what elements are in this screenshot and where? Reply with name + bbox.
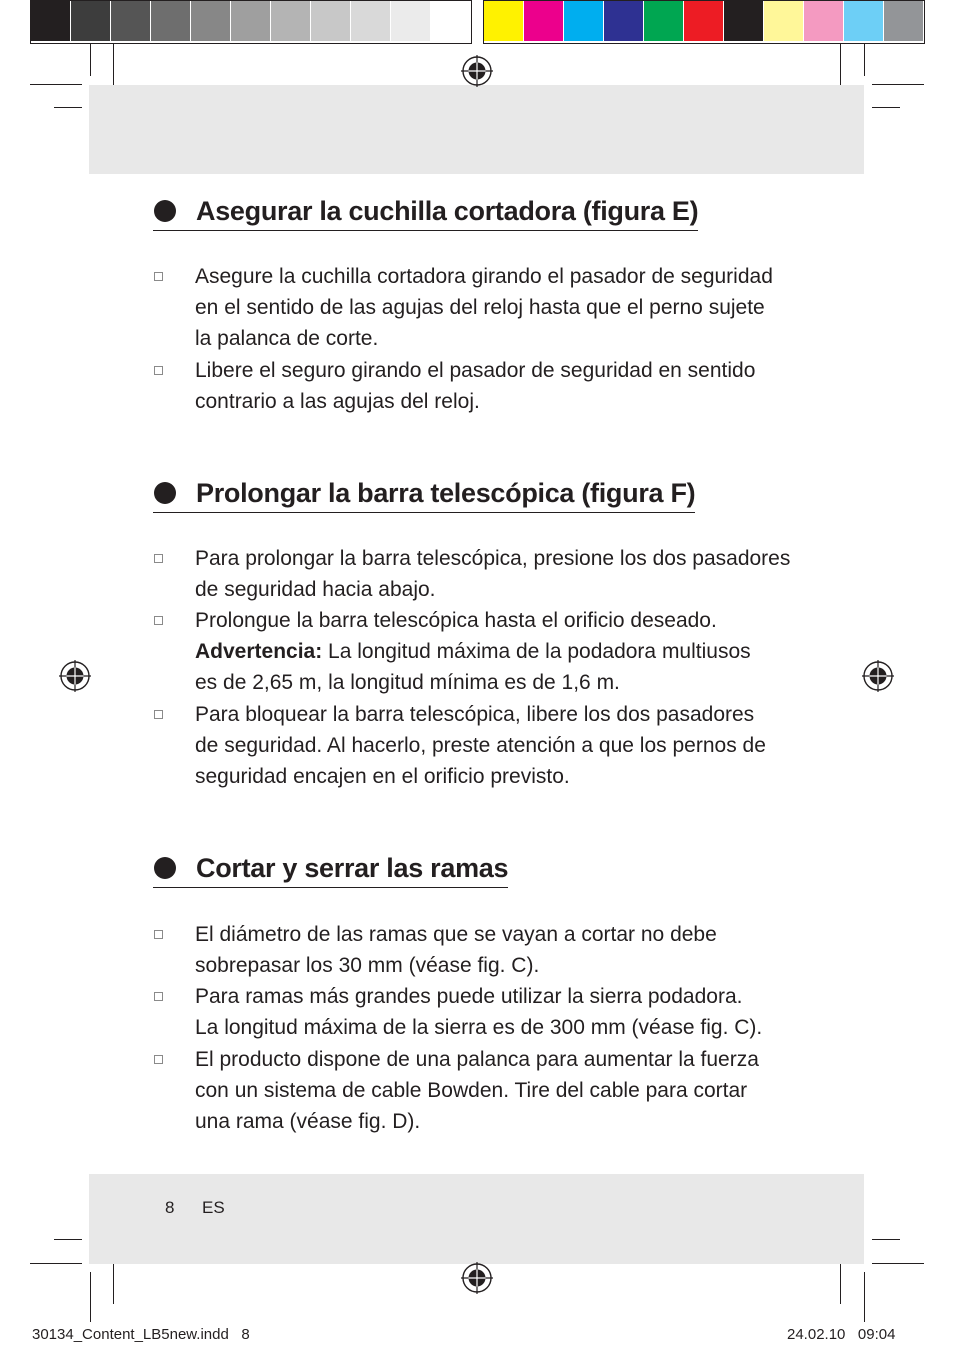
list-item-text: seguridad encajen en el orificio previsto. [195,765,570,788]
color-swatch [844,1,884,41]
crop-mark [54,107,82,108]
checkbox-square-icon [154,554,163,563]
list-item-text: Para bloquear la barra telescópica, libere los dos pasadores [195,703,755,726]
list-item-text: la palanca de corte. [195,327,379,350]
color-swatch [684,1,724,41]
checkbox-square-icon [154,366,163,375]
header-band [89,85,864,174]
list-item [153,261,813,354]
color-swatch [191,1,231,41]
list-item-text: sobrepasar los 30 mm (véase fig. C). [195,954,540,977]
color-swatch [884,1,924,41]
warning-line [195,636,813,667]
list-item-text: de seguridad hacia abajo. [195,578,436,601]
crop-mark [864,1272,865,1322]
checkbox-square-icon [154,710,163,719]
list-item-text: una rama (véase fig. D). [195,1110,421,1133]
color-swatch [111,1,151,41]
list-item-text: Prolongue la barra telescópica hasta el orificio deseado. [195,609,717,632]
color-swatch [71,1,111,41]
crop-mark [872,1239,900,1240]
warning-label: Advertencia: [195,640,323,663]
color-swatch [604,1,644,41]
footer-band [89,1174,864,1264]
crop-mark [30,84,82,85]
list-item-text: Para ramas más grandes puede utilizar la sierra podadora. [195,985,743,1008]
list-item-text: es de 2,65 m, la longitud mínima es de 1,6 m. [195,671,620,694]
color-swatch [804,1,844,41]
slug-filename: 30134_Content_LB5new.indd 8 [32,1326,250,1343]
list-item-text: Libere el seguro girando el pasador de seguridad en sentido [195,359,756,382]
list-item-text: El diámetro de las ramas que se vayan a cortar no debe [195,923,717,946]
crop-mark [872,1263,924,1264]
registration-mark-icon [59,660,91,692]
crop-mark [90,44,91,76]
checkbox-square-icon [154,930,163,939]
list-item [153,981,813,1043]
checkbox-square-icon [154,992,163,1001]
color-swatch [431,1,471,41]
color-swatch [644,1,684,41]
list-item-text: El producto dispone de una palanca para aumentar la fuerza [195,1048,759,1071]
crop-mark [30,1263,82,1264]
bullet-dot-icon [154,857,176,879]
language-code: ES [202,1198,225,1217]
page-number: 8 [165,1198,175,1217]
list-item [153,543,813,605]
color-swatch [764,1,804,41]
list-item-text: Para prolongar la barra telescópica, presione los dos pasadores [195,547,791,570]
list-item-text: La longitud máxima de la sierra es de 300 mm (véase fig. C). [195,1016,763,1039]
color-swatch [724,1,764,41]
bullet-dot-icon [154,482,176,504]
section-heading [153,192,698,231]
list-item-text: contrario a las agujas del reloj. [195,390,480,413]
color-swatch [271,1,311,41]
color-swatch [351,1,391,41]
list-item [153,1044,813,1137]
warning-text: La longitud máxima de la podadora multiusos [322,640,751,663]
list-item [153,355,813,417]
crop-mark [54,1239,82,1240]
color-swatch [31,1,71,41]
color-swatch [231,1,271,41]
color-swatch [524,1,564,41]
registration-mark-icon [862,660,894,692]
checkbox-square-icon [154,1055,163,1064]
list-item [153,919,813,981]
color-swatch [391,1,431,41]
section-heading [153,474,695,513]
section-heading-text: Asegurar la cuchilla cortadora (figura E) [196,195,699,226]
crop-mark [872,84,924,85]
section-heading [153,849,508,888]
crop-mark [90,1272,91,1322]
section-heading-text: Cortar y serrar las ramas [196,852,509,883]
list-item [153,605,813,698]
section-heading-text: Prolongar la barra telescópica (figura F) [196,477,696,508]
color-swatch [564,1,604,41]
color-swatch [484,1,524,41]
list-item-text: en el sentido de las agujas del reloj hasta que el perno sujete [195,296,765,319]
crop-mark [872,107,900,108]
crop-mark [864,44,865,76]
color-swatch [311,1,351,41]
registration-mark-icon [461,55,493,87]
list-item-text: Asegure la cuchilla cortadora girando el pasador de seguridad [195,265,773,288]
checkbox-square-icon [154,272,163,281]
color-calibration-bar-grayscale [30,0,472,44]
slug-datetime: 24.02.10 09:04 [787,1326,896,1343]
list-item-text: de seguridad. Al hacerlo, preste atención a que los pernos de [195,734,766,757]
registration-mark-icon [461,1262,493,1294]
color-swatch [151,1,191,41]
checkbox-square-icon [154,616,163,625]
color-calibration-bar-process [483,0,925,44]
list-item-text: con un sistema de cable Bowden. Tire del cable para cortar [195,1079,748,1102]
bullet-dot-icon [154,200,176,222]
list-item [153,699,813,792]
